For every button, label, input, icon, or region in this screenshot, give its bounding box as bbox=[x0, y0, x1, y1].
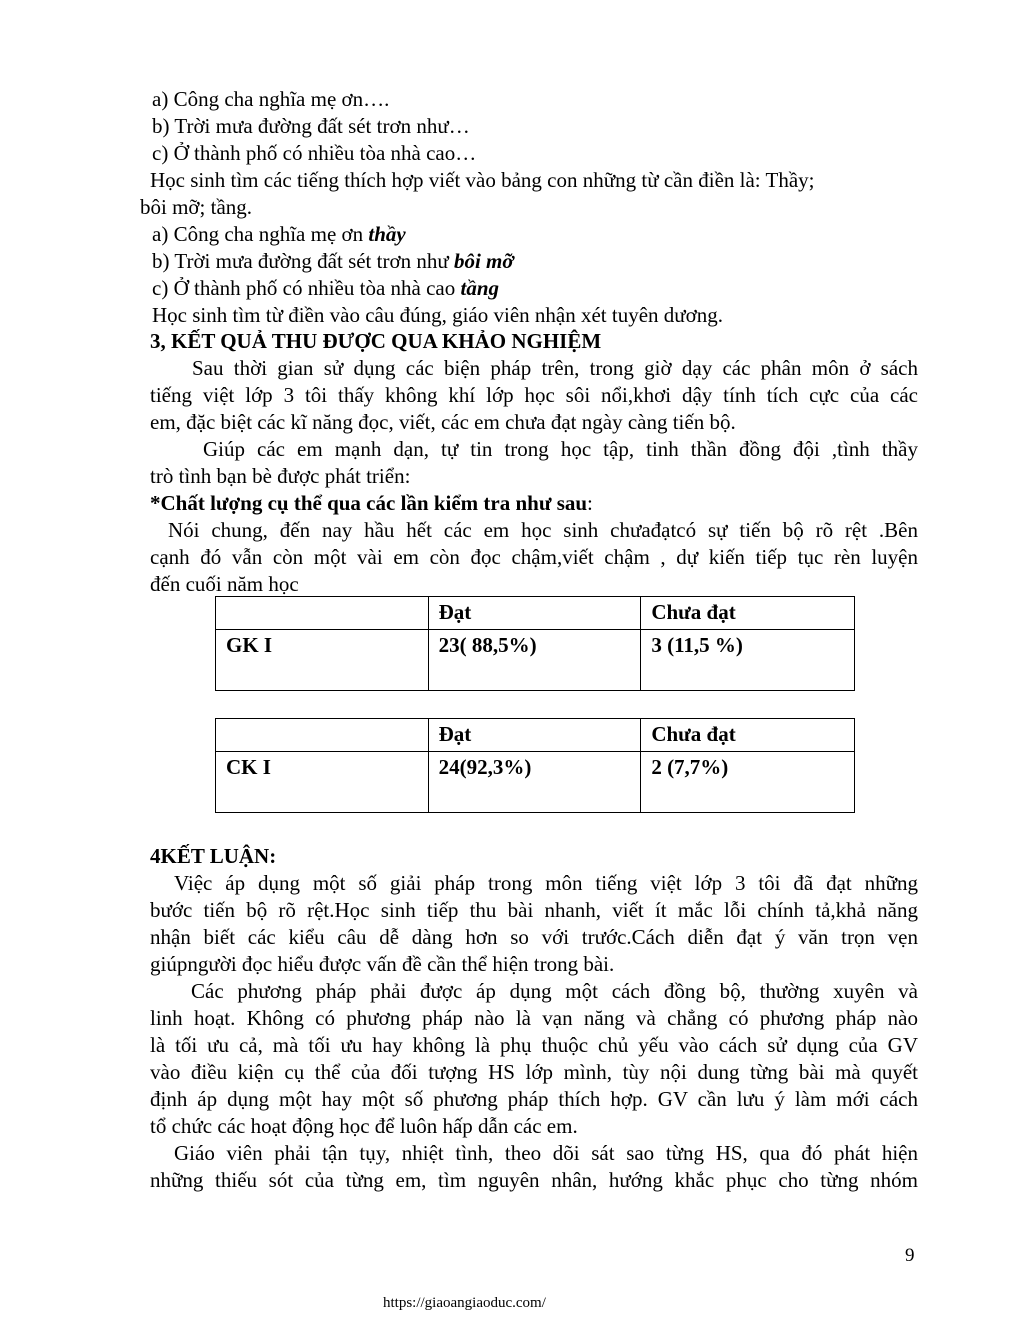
quality-heading bbox=[150, 490, 593, 517]
paragraph-3-line-2: cạnh đó vẫn còn một vài em còn đọc chậm,viết chậm , dự kiến tiếp tục rèn luyện bbox=[150, 545, 918, 569]
conclusion-1-line-2: bước tiến bộ rõ rệt.Học sinh tiếp thu bài nhanh, viết ít mắc lỗi chính tả,khả năng bbox=[150, 898, 918, 922]
answer-b-prefix: b) Trời mưa đường đất sét trơn như bbox=[152, 249, 454, 273]
instruction-line-2: bôi mỡ; tầng. bbox=[140, 195, 253, 219]
conclusion-2-line-2: linh hoạt. Không có phương pháp nào là vạn năng và chẳng có phương pháp nào bbox=[150, 1006, 918, 1030]
conclusion-1-line-4: giúpngười đọc hiểu được vấn đề cần thể hiện trong bài. bbox=[150, 952, 615, 976]
conclusion-1-line-1: Việc áp dụng một số giải pháp trong môn tiếng việt lớp 3 tôi đã đạt những bbox=[174, 871, 918, 895]
conclusion-3-line-2: những thiếu sót của từng em, tìm nguyên nhân, hướng khắc phục cho từng nhóm bbox=[150, 1168, 918, 1192]
table-cell-pass: 23( 88,5%) bbox=[428, 630, 641, 691]
table-header-fail: Chưa đạt bbox=[641, 597, 855, 630]
table-cell-fail: 3 (11,5 %) bbox=[641, 630, 855, 691]
answer-a bbox=[152, 221, 406, 248]
footer-url: https://giaoangiaoduc.com/ bbox=[383, 1295, 546, 1311]
conclusion-3-line-1: Giáo viên phải tận tụy, nhiệt tình, theo dõi sát sao từng HS, qua đó phát hiện bbox=[174, 1141, 918, 1165]
conclusion-2-line-6: tổ chức các hoạt động học để luôn hấp dẫn các em. bbox=[150, 1114, 578, 1138]
answer-c-prefix: c) Ở thành phố có nhiều tòa nhà cao bbox=[152, 276, 461, 300]
table-row-label: CK I bbox=[216, 752, 429, 813]
option-c: c) Ở thành phố có nhiều tòa nhà cao… bbox=[152, 141, 477, 165]
results-table-gk1 bbox=[215, 596, 855, 691]
answer-b-word: bôi mỡ bbox=[453, 249, 514, 273]
paragraph-2-line-2: trò tình bạn bè được phát triển: bbox=[150, 464, 411, 488]
paragraph-1-line-1: Sau thời gian sử dụng các biện pháp trên, trong giờ dạy các phân môn ở sách bbox=[192, 356, 918, 380]
option-b: b) Trời mưa đường đất sét trơn như… bbox=[152, 114, 470, 138]
paragraph-1-line-3: em, đặc biệt các kĩ năng đọc, viết, các em chưa đạt ngày càng tiến bộ. bbox=[150, 410, 736, 434]
answer-a-word: thầy bbox=[368, 222, 406, 246]
conclusion-2-line-5: định áp dụng một hay một số phương pháp thích hợp. GV cần lưu ý làm mới cách bbox=[150, 1087, 918, 1111]
conclusion-2-line-3: là tối ưu cả, mà tối ưu hay không là phụ thuộc chủ yếu vào cách sử dụng của GV bbox=[150, 1033, 918, 1057]
table-row-label: GK I bbox=[216, 630, 429, 691]
section-3-heading: 3, KẾT QUẢ THU ĐƯỢC QUA KHẢO NGHIỆM bbox=[150, 329, 602, 353]
table-header-empty bbox=[216, 597, 429, 630]
instruction-line-1: Học sinh tìm các tiếng thích hợp viết vào bảng con những từ cần điền là: Thầy; bbox=[150, 168, 815, 192]
table-cell-fail: 2 (7,7%) bbox=[641, 752, 855, 813]
answer-c-word: tầng bbox=[460, 276, 499, 300]
quality-heading-colon: : bbox=[587, 491, 593, 515]
table-header-fail: Chưa đạt bbox=[641, 719, 855, 752]
answer-b bbox=[152, 248, 514, 275]
quality-heading-text: *Chất lượng cụ thể qua các lần kiểm tra như sau bbox=[150, 491, 588, 515]
table-cell-pass: 24(92,3%) bbox=[428, 752, 641, 813]
table-header-row bbox=[216, 719, 855, 752]
table-header-pass: Đạt bbox=[428, 719, 641, 752]
table-header-row bbox=[216, 597, 855, 630]
conclusion-2-line-4: vào điều kiện cụ thể của đối tượng HS lớp mình, tùy nội dung từng bài mà quyết bbox=[150, 1060, 918, 1084]
conclusion-heading: 4KẾT LUẬN: bbox=[150, 844, 277, 868]
paragraph-2-line-1: Giúp các em mạnh dạn, tự tin trong học tập, tinh thần đồng đội ,tình thầy bbox=[203, 437, 918, 461]
table-header-empty bbox=[216, 719, 429, 752]
option-a: a) Công cha nghĩa mẹ ơn…. bbox=[152, 87, 390, 111]
answer-a-prefix: a) Công cha nghĩa mẹ ơn bbox=[152, 222, 369, 246]
paragraph-3-line-3: đến cuối năm học bbox=[150, 572, 299, 596]
table-row bbox=[216, 630, 855, 691]
conclusion-1-line-3: nhận biết các kiểu câu dễ dàng hơn so với trước.Cách diễn đạt ý văn trọn vẹn bbox=[150, 925, 918, 949]
page-number: 9 bbox=[905, 1245, 915, 1266]
instruction-2: Học sinh tìm từ điền vào câu đúng, giáo viên nhận xét tuyên dương. bbox=[152, 303, 724, 327]
table-header-pass: Đạt bbox=[428, 597, 641, 630]
paragraph-3-line-1: Nói chung, đến nay hầu hết các em học sinh chưađạtcó sự tiến bộ rõ rệt .Bên bbox=[168, 518, 918, 542]
paragraph-1-line-2: tiếng việt lớp 3 tôi thấy không khí lớp học sôi nổi,khơi dậy tính tích cực của các bbox=[150, 383, 918, 407]
results-table-ck1 bbox=[215, 718, 855, 813]
conclusion-2-line-1: Các phương pháp phải được áp dụng một cách đồng bộ, thường xuyên và bbox=[191, 979, 918, 1003]
table-row bbox=[216, 752, 855, 813]
answer-c bbox=[152, 275, 499, 302]
